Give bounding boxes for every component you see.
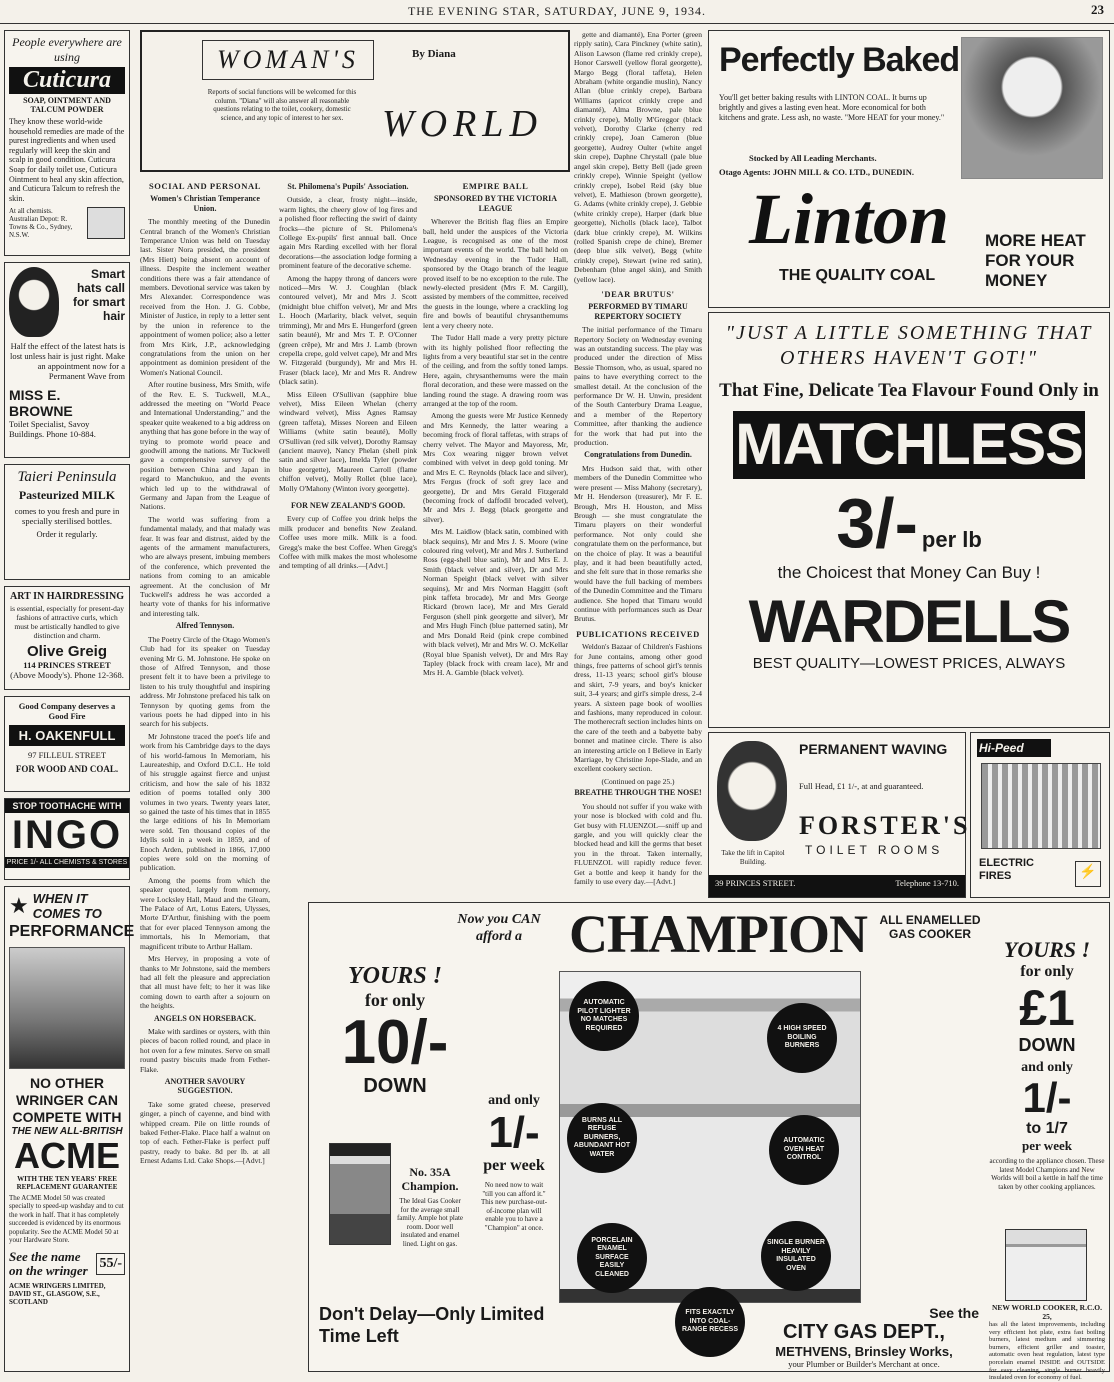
lightning-icon: ⚡: [1075, 861, 1101, 887]
champion-brand: CHAMPION: [569, 904, 867, 964]
left-price: 10/-: [341, 1008, 449, 1077]
right-yours: YOURS !: [1003, 937, 1091, 962]
forsters-offer: Full Head, £1 1/-, at and guaranteed.: [799, 781, 924, 791]
womans-notice: Reports of social functions will be welcomed for this column. "Diana" will also answer all reasonable questions relating to the toilet, cookery, domestic science, and any topic of interest to her sex.: [207, 88, 357, 122]
right-per: per week: [1022, 1138, 1072, 1153]
linton-brand: Linton: [749, 179, 950, 259]
feature-badge: PORCELAIN ENAMEL SURFACE EASILY CLEANED: [577, 1223, 647, 1293]
forsters-rooms: TOILET ROOMS: [805, 843, 944, 857]
acme-line2: PERFORMANCE: [9, 923, 135, 940]
philomena-paragraph: Miss Eileen O'Sullivan (sapphire blue velvet), Miss Eileen Whelan (cherry windward velvet), Miss Agnes Ramsay (green taffeta), Misses Noreen and Eileen Williams (white satin beauté), Molly O'Sullivan (red silk velvet), Dorothy Ramsay (ancient mauve), Nancy Phelan (shell pink satin and silver lace), Imelda Tyler (powder blue georgette), Maureen Carroll (flame chiffon velvet), Molly Rollet (blue lace), Molly O'Mahony (Winton ivory georgette).: [279, 389, 417, 493]
womans-byline: By Diana: [412, 48, 456, 60]
left-for: for only: [364, 990, 426, 1010]
wardells-price: 3/-: [836, 484, 918, 562]
wardells-line1: That Fine, Delicate Tea Flavour Found Only in: [719, 380, 1099, 401]
model-name: No. 35A Champion.: [401, 1165, 459, 1193]
continued-note: (Continued on page 25.): [601, 776, 675, 786]
champion-model: [395, 1165, 465, 1248]
star-icon: ★: [9, 893, 29, 918]
page-number: 23: [1091, 2, 1104, 17]
browne-head: Smart hats call for smart hair: [72, 267, 125, 323]
forsters-head: PERMANENT WAVING: [799, 741, 948, 757]
ingo-bottom: PRICE 1/- ALL CHEMISTS & STORES: [6, 859, 128, 866]
wardells-tagline: BEST QUALITY—LOWEST PRICES, ALWAYS: [752, 655, 1066, 672]
taieri-order: Order it regularly.: [36, 529, 98, 539]
champion-bottom-left: Don't Delay—Only Limited Time Left: [319, 1304, 545, 1346]
woman-portrait-icon: [9, 267, 59, 337]
empire-heading: EMPIRE BALL: [462, 181, 529, 191]
wardells-per: per lb: [921, 527, 982, 552]
left-note: No need now to wait "till you can afford it." This new purchase-out-of-income plan will enable you to have a "Champion" at once.: [480, 1181, 548, 1232]
forsters-address: 39 PRINCES STREET.: [715, 878, 796, 888]
hipeed-label: ELECTRIC FIRES: [979, 857, 1034, 882]
social-paragraph: Mr Johnstone traced the poet's life and work from his Cambridge days to the days of his world-famous In Memoriam, his Laureateship, and Oxford D.C.L. He told of his struggle against fierce and unjust criticism, and how the sale of his 1832 edition of poems totalled only 300 volumes in two years. Twenty years later, so gained the taste of his times that in 1855 the large editions of his In Memoriam were sold. Ten thousand copies of the Idylls sold in a week in 1859, and of Enoch Arden, published in 1866, 17,000 copies were sold on the morning of publication.: [140, 731, 270, 873]
champion-ad: [308, 902, 1110, 1382]
brutus-paragraph: Mrs Hudson said that, with other members of the Dunedin Committee who were present — Miss Mahony (secretary), Mr H. Henderson (treasurer), Mr F. E. Brough, Mrs H. Houston, and Miss Brough — she must congratulate the Timaru players on their wonderful performance. Not only could she congratulate them on the performance, but on the choice of play. It was a beautiful play, and it had been beautifully acted, and she felt sure that in those remarks she would have the full backing of members of the Dunedin Committee and the Timaru audience. She hoped that Timaru would continue with performances such as Dear Brutus.: [574, 463, 702, 624]
coal-bottom: FOR WOOD AND COAL.: [15, 764, 119, 774]
champion-plumber: your Plumber or Builder's Merchant at once.: [788, 1359, 940, 1369]
acme-brand: ACME: [14, 1135, 120, 1176]
browne-address: Toilet Specialist, Savoy Buildings. Phone 10-884.: [9, 419, 96, 439]
greig-ad: [4, 586, 130, 690]
champion-left-weekly: [479, 1013, 549, 1232]
womans-world-header: [140, 30, 570, 172]
coal-address: 97 FILLEUL STREET: [27, 750, 107, 760]
social-paragraph: Make with sardines or oysters, with thin pieces of bacon rolled round, and place in hot oven for a few minutes. Serve on small round pastry biscuits made from Fether-Flake.: [140, 1026, 270, 1074]
feature-badge: FITS EXACTLY INTO COAL-RANGE RECESS: [675, 1287, 745, 1357]
coal-name: H. OAKENFULL: [9, 725, 125, 746]
ingo-brand: INGO: [11, 813, 123, 857]
empire-subheading: SPONSORED BY THE VICTORIA LEAGUE: [433, 194, 558, 213]
wardells-brand: MATCHLESS: [733, 411, 1085, 479]
dunedin-subheading: Congratulations from Dunedin.: [584, 450, 692, 460]
acme-ad: [4, 886, 135, 1372]
hipeed-brand: Hi-Peed: [977, 739, 1051, 757]
womans-title: WOMAN'S: [202, 40, 374, 80]
brutus-subheading: PERFORMED BY TIMARU REPERTORY SOCIETY: [588, 302, 688, 321]
left-and: and only: [488, 1093, 540, 1108]
forsters-footer: [709, 875, 965, 897]
publications-paragraph: Weldon's Bazaar of Children's Fashions for June contains, among other good things, free patterns of school girl's tennis dress, 11-13 years; school girl's blouse and skirt, 7-9 years, and boy's knicker suit, 3-4 years; and girl's simple dress, 2-4 years. A sixteen page book of woollies and fashions, many reproduced in colour. The motherecraft section includes hints on the care of the teeth and a babyette baby bonnet and matinee circle. There is also an interesting article on I Believe in Early Marriage, by Christine Jope-Slade, and an excellent cookery section.: [574, 642, 702, 774]
champion-see: See the: [929, 1305, 979, 1321]
champion-lead: Now you CAN afford a: [457, 912, 541, 944]
empire-column: [423, 176, 568, 898]
model-desc: The Ideal Gas Cooker for the average small family. Ample hot plate room. Door well insulated and enamel lined. Light on gas.: [396, 1197, 464, 1248]
acme-line1: WHEN IT COMES TO: [32, 891, 102, 921]
acme-body: The ACME Model 50 was created specially to speed-up washday and to cut the work in half. That it has completely succeeded is evidenced by its enormous popularity. See the ACME Model 50 at your Hardware Store.: [9, 1194, 124, 1245]
social-paragraph: The world was suffering from a fundamental malady, and that malady was fear. It was fear and distrust, aided by the agents of the armament manufacturers, who are always present, imbuing members of the conference, which prevented the nations from coming to an amicable agreement. At the conclusion of Mr Tuckwell's address he was accorded a hearty vote of thanks for his informative and interesting talk.: [140, 514, 270, 618]
philomena-subheading: St. Philomena's Pupils' Association.: [287, 182, 409, 191]
champion-dept: [749, 1305, 979, 1369]
empire-paragraph: Wherever the British flag flies an Empire ball, held under the auspices of the Victoria League, is recognised as one of the most important events of the world. The ball held on Wednesday evening in the Tudor Hall, sponsored by the Otago branch of the league proved itself to be no exception to the rule. The newly-elected president (Mrs F. M. Cargill), assisted by members of the committee, received the guests in the lounge, where a crackling log fire and bowls of beautiful chrysanthemums lent a very cheery note.: [423, 217, 568, 330]
new-world-cooker-illustration: [1005, 1229, 1087, 1301]
left-per: per week: [483, 1157, 545, 1174]
champion-type: ALL ENAMELLED GAS COOKER: [879, 913, 981, 941]
empire-paragraph: Among the guests were Mr Justice Kennedy and Mrs Kennedy, the latter wearing a becoming frock of floral taffetas, with straps of cherry velvet. The Mayor and Mayoress, Mr, Mrs Cox wearing nigger brown velvet combined with velvet in deep gold toning. Mr and Mrs E. C. Reynolds (black lace and silver), Mrs Fergus (frock of soft grey lace and georgette), Dr and Mrs Gerald Fitzgerald (becoming frock of daffodil brocaded velvet), Mr and Mrs J. Begg (black georgette and silver).: [423, 411, 568, 524]
ingo-ad: [4, 798, 130, 880]
wringer-illustration: [9, 947, 125, 1069]
greig-phone: (Above Moody's). Phone 12-368.: [10, 670, 124, 680]
left-down: DOWN: [363, 1075, 427, 1097]
linton-body: You'll get better baking results with LINTON COAL. It burns up brightly and gives a lasting even heat. More economical for both kitchens and grate. Less ash, no waste. "More HEAT for your money.": [719, 93, 945, 122]
small-cooker-illustration: [329, 1143, 391, 1245]
linton-tagline: THE QUALITY COAL: [779, 267, 936, 284]
cuticura-tagline: People everywhere are using: [12, 35, 122, 64]
cuticura-depot: Australian Depot: R. Towns & Co., Sydney, N.S.W.: [9, 215, 73, 240]
left-weekly-price: 1/-: [488, 1108, 540, 1157]
social-paragraph: The monthly meeting of the Dunedin Central branch of the Women's Christian Temperance Union was held on Tuesday last. Sister Nora presided, the president (Mrs Hiett) being absent on account of illness. Despite the inclement weather conditions there was a fair attendance of members. Devotional service was taken by Mrs Alexander. Correspondence was received from the Hon. J. G. Cobbe, Minister of Justice, in reply to a letter sent by the union in reference to the appointment of women police; also a letter from Mrs Kirk, J.P., acknowledging congratulations from the union on her appointment as dominion president of the Women's National Council.: [140, 217, 270, 377]
ingo-top: STOP TOOTHACHE WITH: [5, 799, 129, 813]
taieri-title: Pasteurized MILK: [18, 488, 116, 502]
acme-line3: NO OTHER WRINGER CAN COMPETE WITH: [12, 1075, 122, 1125]
linton-stocked: Stocked by All Leading Merchants.: [749, 153, 877, 163]
browne-ad: [4, 262, 130, 458]
empire-paragraph: Mrs M. Laidlow (black satin, combined with black sequins), Mr and Mrs J. S. Moore (wine coloured ring velvet), Mr and Mrs J. Sutherland Ross (egg-shell blue satin), Mr and Mrs E. J. Smith (black velvet and silver), Dr and Mrs Norman Speight (black velvet with silver sequins), Mr and Mrs Norman Haggitt (soft pink taffeta brocade), Mr and Mrs George Rickard (brown lace), Mr and Mrs Gerald Ferguson (shell pink georgette and silver), Mr and Mrs Hugh Finch (blue patterned satin), Mr and Mrs Donald Reid (pink crepe combined with black velvet), Mr and Mrs W. O. McKellar (Royal blue Spanish velvet), Dr and Mrs Ray Tapley (black frock with cream lace), Mr and Mrs H. A. Gamble (black velvet).: [423, 527, 568, 678]
forsters-name: FORSTER'S: [799, 811, 971, 840]
champion-dept-name: CITY GAS DEPT.,: [783, 1321, 945, 1343]
breathe-subheading: BREATHE THROUGH THE NOSE!: [574, 788, 702, 798]
forsters-caption: Take the lift in Capitol Building.: [721, 849, 785, 866]
right-down: DOWN: [1018, 1035, 1076, 1055]
forsters-phone: Telephone 13-710.: [895, 878, 959, 888]
soap-box-icon: [87, 207, 125, 239]
greig-address: 114 PRINCES STREET: [23, 660, 111, 670]
left-yours: YOURS !: [347, 963, 443, 989]
social-paragraph: Among the poems from which the speaker quoted, largely from memory, were Locksley Hall, Maud and the Gleam, The Palace of Art, Lotus Eaters, Ulysses, Morte D'Arthur, finishing with the poem that for ever placed Tennyson among the immortals, his In Memoriam, that magnificent tribute to Arthur Hallam.: [140, 875, 270, 951]
coal-ad: [4, 696, 130, 792]
electric-fire-illustration: [981, 763, 1101, 849]
champion-stores: METHVENS, Brinsley Works,: [775, 1344, 953, 1359]
acme-cta: See the name on the wringer: [9, 1249, 88, 1279]
brutus-heading: 'DEAR BRUTUS': [601, 288, 675, 299]
linton-ad: [708, 30, 1110, 308]
cuticura-brand: Cuticura: [9, 67, 125, 94]
social-heading: SOCIAL AND PERSONAL: [148, 181, 261, 191]
champion-right-pricing: [989, 937, 1105, 1191]
right-and: and only: [1021, 1060, 1073, 1075]
empire-paragraph: The Tudor Hall made a very pretty picture with its highly polished floor reflecting the lights from a very beautiful star set in the centre of the ceiling, and from the softly toned lamps. Here, again, chrysanthemums were the main floral decoration, and these were massed on the landing round the stage. A drawing room was arranged at the top of the room.: [423, 333, 568, 408]
linton-head: Perfectly Baked: [719, 41, 960, 79]
forsters-ad: [708, 732, 971, 898]
nw-desc: has all the latest improvements, including very efficient hot plate, extra fast boiling burners, latest medium and simmering burners, efficient griller and toaster, automatic oven heat regulation, latest type porcelain enamel INSIDE and OUTSIDE for easy cleaning, single burner heavily insulated oven for economy of fuel.: [989, 1321, 1105, 1382]
wctu-subheading: Women's Christian Temperance Union.: [150, 194, 260, 213]
tennyson-subheading: Alfred Tennyson.: [175, 621, 235, 631]
cuticura-ad: [4, 30, 130, 256]
philomena-paragraph: Outside, a clear, frosty night—inside, warm lights, the cheery glow of log fires and a polished floor reflecting the swirl of dainty frocks—the picture of St. Philomena's College Ex-pupils' first annual ball. Once again Mrs Rarding excelled with her floral decorations—the association lodge forming a prominent feature of the decorative scheme.: [279, 195, 417, 271]
philomena-paragraph: Among the happy throng of dancers were noticed—Mrs W. J. Coughlan (black contoured velvet), Mr and Mrs J. Scott (midnight blue chiffon velvet), Mr and Mrs L. Hooch (Marlarity, black velvet, sequin trimming), Mr and Mrs E. Hungerford (green satin beauté), Mr and Mrs T. P. O'Conner (green crêpe), Mr and Mrs J. Lamb (brown crepella crepe, gold velvet cape), Mr and Mrs W. Fitzgerald (burgundy), Mr and Mrs H. Fraser (black lace), Mr and Mrs R. Andrew (black satin).: [279, 273, 417, 387]
masthead-title: THE EVENING STAR, SATURDAY, JUNE 9, 1934.: [407, 4, 707, 18]
right-to: to 1/7: [1026, 1120, 1068, 1137]
taieri-brand: Taieri Peninsula: [17, 469, 117, 485]
social-paragraph: The Poetry Circle of the Otago Women's Club had for its speaker on Tuesday evening Mr G. M. Johnstone. He spoke on those of Alfred Tennyson, and those present felt it to have been a privilege to listen to his truly thoughtful and inspiring address. Mr Johnstone prefaced his talk on Tennyson by quoting gems from the various poets he had dipped into in his search for his subjects.: [140, 634, 270, 729]
browne-body: Half the effect of the latest hats is lost unless hair is just right. Make an appointment now for a Permanent Wave from: [10, 341, 125, 381]
cuticura-sub: SOAP, OINTMENT AND TALCUM POWDER: [23, 96, 111, 114]
philomena-column: [279, 176, 417, 898]
coffee-paragraph: Every cup of Coffee you drink helps the milk producer and benefits New Zealand. Coffee uses more milk. Milk is a food. Gregg's make the best Coffee. When Gregg's Coffee with milk makes the most wholesome and tempting of all drinks.—[Advt.]: [279, 514, 417, 571]
publications-heading: PUBLICATIONS RECEIVED: [576, 628, 700, 639]
acme-line4: THE NEW ALL-BRITISH: [11, 1126, 123, 1137]
womans-title-2: WORLD: [382, 103, 543, 145]
acme-maker: ACME WRINGERS LIMITED, DAVID ST., GLASGOW, S.E., SCOTLAND: [9, 1282, 106, 1307]
greig-body: is essential, especially for present-day fashions of attractive curls, which must be artistically handled to give distinction and charm.: [10, 604, 124, 640]
linton-agents: Otago Agents: JOHN MILL & CO. LTD., DUNEDIN.: [719, 167, 914, 177]
brutus-paragraph: The initial performance of the Timaru Repertory Society on Wednesday evening was an outstanding success. The play was produced under the direction of Miss Bessie Thomson, who, as usual, spared no pains to have everything correct to the smallest detail. At the conclusion of the performance Dr W. H. Unwin, president of the South Canterbury Drama League, and a member of the Repertory Committee, after thanking the audience for the work that had put into the production.: [574, 325, 702, 448]
browne-name: MISS E. BROWNE: [9, 387, 73, 419]
wardells-line2: the Choicest that Money Can Buy !: [777, 563, 1041, 582]
new-world-info: [989, 1303, 1105, 1382]
feature-badge: AUTOMATIC PILOT LIGHTER NO MATCHES REQUIRED: [569, 981, 639, 1051]
right-note: according to the appliance chosen. These latest Model Champions and New Worlds will boil a kettle in half the time taken by other cooking appliances.: [989, 1157, 1105, 1191]
cuticura-chemists: At all chemists.: [9, 207, 53, 216]
feature-badge: 4 HIGH SPEED BOILING BURNERS: [767, 1003, 837, 1073]
fluenzol-paragraph: You should not suffer if you wake with your nose is blocked with cold and flu. Get busy with FLUENZOL—sniff up and gargle, and you will quickly clear the blocked head and kill the germs that beset you in the throat. Taken internally, FLUENZOL will rapidly reduce fever. Get a bottle and keep it handy for the family to use every day.—[Advt.]: [574, 801, 702, 886]
social-column: [140, 176, 272, 1372]
masthead: [0, 0, 1114, 24]
nw-name: NEW WORLD COOKER, R.C.O. 25,: [992, 1303, 1102, 1321]
feature-badge: SINGLE BURNER HEAVILY INSULATED OVEN: [761, 1221, 831, 1291]
woman-hairstyle-illustration: [717, 741, 787, 841]
right-weekly-price: 1/-: [1022, 1074, 1072, 1121]
coffee-subheading: FOR NEW ZEALAND'S GOOD.: [290, 501, 406, 510]
guests-paragraph: gette and diamanté), Ena Porter (green ripply satin), Cara Pinckney (white satin), Alison Lawson (flame red crinkly crepe), Honor Carswell (yellow floral georgette), Margo Begg (floral taffeta), Helen Abraham (white organdie muslin), Nancy Allan (blue crinkly crepe), Barbara Williams (apricot crinkly crepe and diamanté), Alma Browne, pale blue crinkly crepe), Molly M'Greggor (black velvet), Dorothy Clarke (cherry red crinkly crepe), Joan Cameron (blue georgette), Audrey Oulter (white angel skin crepe), Daphne Chrystall (pale blue angel skin crepe), Betty Bell (jade green crinkly crepe), Winnie Speight (yellow crinkly crepe), Isobel Reid (sky blue velvet), E. Mathieson (brown georgette), G. Adams (white crinkly crepe), J. Gebbie (white crinkly crepe), Harper (dark blue georgette), Nicholls (black lace), Talbot (dark blue crinkly crepe), M. Wilkins (rolled Spanish crepe de chine), Bremer (deep blue silk velvet), Begg (white crinkly crepe), Stewart (wine red satin), Debenham (blue angel skin), and Smith (yellow lace).: [574, 30, 702, 284]
woman-cooking-illustration: [961, 37, 1103, 179]
greig-head: ART IN HAIRDRESSING: [10, 591, 124, 602]
acme-guarantee: WITH THE TEN YEARS' FREE REPLACEMENT GUARANTEE: [16, 1175, 118, 1191]
wardells-store: WARDELLS: [748, 588, 1070, 655]
feature-badge: BURNS ALL REFUSE BURNERS, ABUNDANT HOT WATER: [567, 1103, 637, 1173]
champion-left-pricing: [315, 963, 475, 1098]
brutus-column: [574, 30, 702, 898]
social-paragraph: Mrs Hervey, in proposing a vote of thanks to Mr Johnstone, said the members had all felt the pleasure and appreciation that all must have felt; to her it was like coming down to earth after a sojourn on the heights.: [140, 954, 270, 1011]
feature-badge: AUTOMATIC OVEN HEAT CONTROL: [769, 1115, 839, 1185]
wardells-ad: [708, 312, 1110, 728]
acme-price: 55/-: [96, 1253, 125, 1275]
linton-more-heat: MORE HEAT FOR YOUR MONEY: [985, 231, 1086, 290]
taieri-ad: [4, 464, 130, 580]
angels-subheading: ANGELS ON HORSEBACK.: [153, 1013, 257, 1023]
coal-top: Good Company deserves a Good Fire: [18, 701, 116, 721]
taieri-body: comes to you fresh and pure in specially sterilised bottles.: [14, 506, 120, 526]
right-for: for only: [1020, 963, 1074, 980]
wardells-quote: "JUST A LITTLE SOMETHING THAT OTHERS HAVEN'T GOT!": [725, 322, 1093, 369]
right-price: £1: [1019, 980, 1075, 1036]
hipeed-ad: [970, 732, 1110, 898]
cuticura-body: They know these world-wide household remedies are made of the purest ingredients and when used regularly will keep the skin and scalp in good condition. Cuticura Soap for daily toilet use, Cuticura Ointment to heal any skin affection, and Cuticura Talcum to refresh the skin.: [9, 117, 125, 203]
greig-name: Olive Greig: [26, 643, 108, 660]
savoury-subheading: ANOTHER SAVOURY SUGGESTION.: [164, 1076, 246, 1096]
social-paragraph: After routine business, Mrs Smith, wife of the Rev. E. S. Tuckwell, M.A., addressed the meeting on "World Peace and International Understanding," and the speaker quite weakened to a big address on anything that has gone before in the way of trying to promote world peace and goodwill among the nations. Mr Tuckwell gave a comprehensive survey of the position between China and Japan in regard to Manchukuo, and the events which led up to the withdrawal of Germany and Japan from the League of Nations.: [140, 380, 270, 512]
social-paragraph: Take some grated cheese, preserved ginger, a pinch of cayenne, and bind with whipped cream. Pile on little rounds of baked Fether-Flake. Place half a walnut on top of each. Fether-Flake is perfect puff pastry, ready to bake. 8d per lb. at all Ernest Adams Ltd. Cake Shops.—[Advt.]: [140, 1099, 270, 1166]
